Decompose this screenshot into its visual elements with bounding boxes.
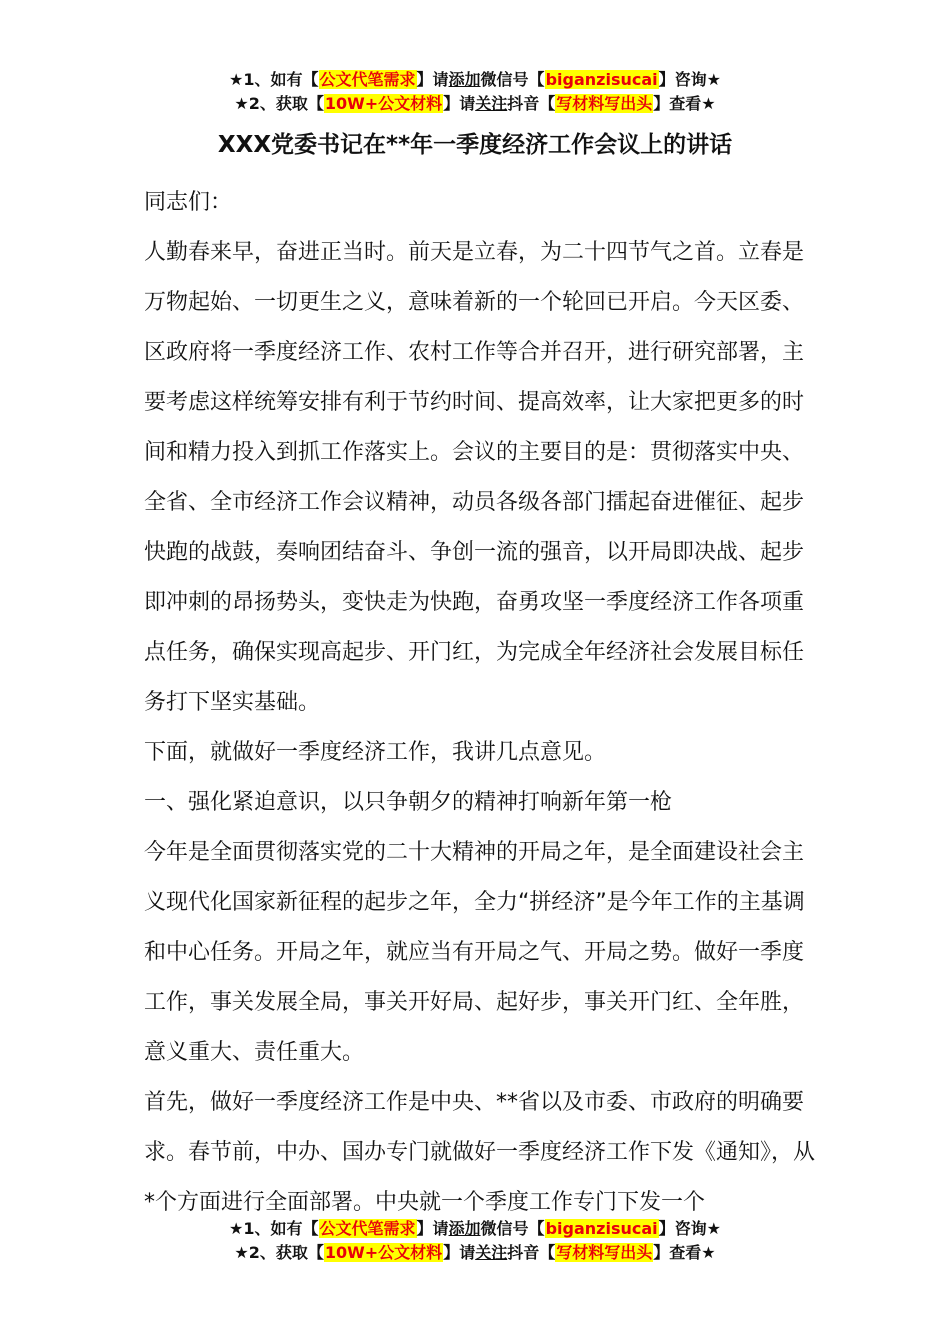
promo-douyin-id: 写材料写出头 xyxy=(556,1243,653,1262)
promo-text: ★1、如有【 xyxy=(229,70,319,89)
promo-line-2 xyxy=(0,92,950,116)
promo-wechat-id: biganzisucai xyxy=(545,70,658,89)
promo-text: 】请 xyxy=(443,94,476,113)
promo-banner-bottom xyxy=(0,1217,950,1265)
promo-emphasis: 添加 xyxy=(448,70,481,89)
promo-highlight: 公文代笔需求 xyxy=(319,70,416,89)
promo-banner-top xyxy=(0,68,950,116)
promo-highlight: 10W+公文材料 xyxy=(324,1243,443,1262)
promo-text: 】查看★ xyxy=(653,1243,716,1262)
promo-text: 】查看★ xyxy=(653,94,716,113)
promo-wechat-id: biganzisucai xyxy=(545,1219,658,1238)
document-body xyxy=(144,178,816,1228)
body-paragraph: 人勤春来早，奋进正当时。前天是立春，为二十四节气之首。立春是万物起始、一切更生之义，意味着新的一个轮回已开启。今天区委、区政府将一季度经济工作、农村工作等合并召开，进行研究部署，主要考虑这样统筹安排有利于节约时间、提高效率，让大家把更多的时间和精力投入到抓工作落实上。会议的主要目的是：贯彻落实中央、全省、全市经济工作会议精神，动员各级各部门擂起奋进催征、起步快跑的战鼓，奏响团结奋斗、争创一流的强音，以开局即决战、起步即冲刺的昂扬势头，变快走为快跑，奋勇攻坚一季度经济工作各项重点任务，确保实现高起步、开门红，为完成全年经济社会发展目标任务打下坚实基础。 xyxy=(144,240,805,715)
promo-text: 】咨询★ xyxy=(658,1219,721,1238)
document-title: XXX党委书记在**年一季度经济工作会议上的讲话 xyxy=(217,132,733,158)
promo-line-2 xyxy=(0,1241,950,1265)
section-heading: 一、强化紧迫意识，以只争朝夕的精神打响新年第一枪 xyxy=(144,790,673,815)
promo-text: 微信号【 xyxy=(480,70,545,89)
promo-text: 微信号【 xyxy=(480,1219,545,1238)
promo-line-1 xyxy=(0,68,950,92)
promo-text: ★1、如有【 xyxy=(229,1219,319,1238)
promo-emphasis: 添加 xyxy=(448,1219,481,1238)
promo-emphasis: 关注 xyxy=(475,94,508,113)
promo-text: 】咨询★ xyxy=(658,70,721,89)
promo-text: ★2、获取【 xyxy=(234,94,324,113)
promo-text: 】请 xyxy=(443,1243,476,1262)
promo-text: 抖音【 xyxy=(507,1243,556,1262)
promo-douyin-id: 写材料写出头 xyxy=(556,94,653,113)
promo-highlight: 公文代笔需求 xyxy=(319,1219,416,1238)
promo-text: ★2、获取【 xyxy=(234,1243,324,1262)
promo-text: 】请 xyxy=(416,70,449,89)
promo-highlight: 10W+公文材料 xyxy=(324,94,443,113)
body-paragraph: 今年是全面贯彻落实党的二十大精神的开局之年，是全面建设社会主义现代化国家新征程的起步之年，全力“拼经济”是今年工作的主基调和中心任务。开局之年，就应当有开局之气、开局之势。做好一季度工作，事关发展全局，事关开好局、起好步，事关开门红、全年胜，意义重大、责任重大。 xyxy=(144,840,805,1065)
promo-text: 】请 xyxy=(416,1219,449,1238)
promo-text: 抖音【 xyxy=(507,94,556,113)
body-paragraph: 首先，做好一季度经济工作是中央、**省以及市委、市政府的明确要求。春节前，中办、国办专门就做好一季度经济工作下发《通知》，从*个方面进行全面部署。中央就一个季度工作专门下发一个 xyxy=(144,1090,816,1215)
promo-emphasis: 关注 xyxy=(475,1243,508,1262)
promo-line-1 xyxy=(0,1217,950,1241)
body-paragraph: 下面，就做好一季度经济工作，我讲几点意见。 xyxy=(144,740,607,765)
salutation: 同志们： xyxy=(144,190,233,215)
